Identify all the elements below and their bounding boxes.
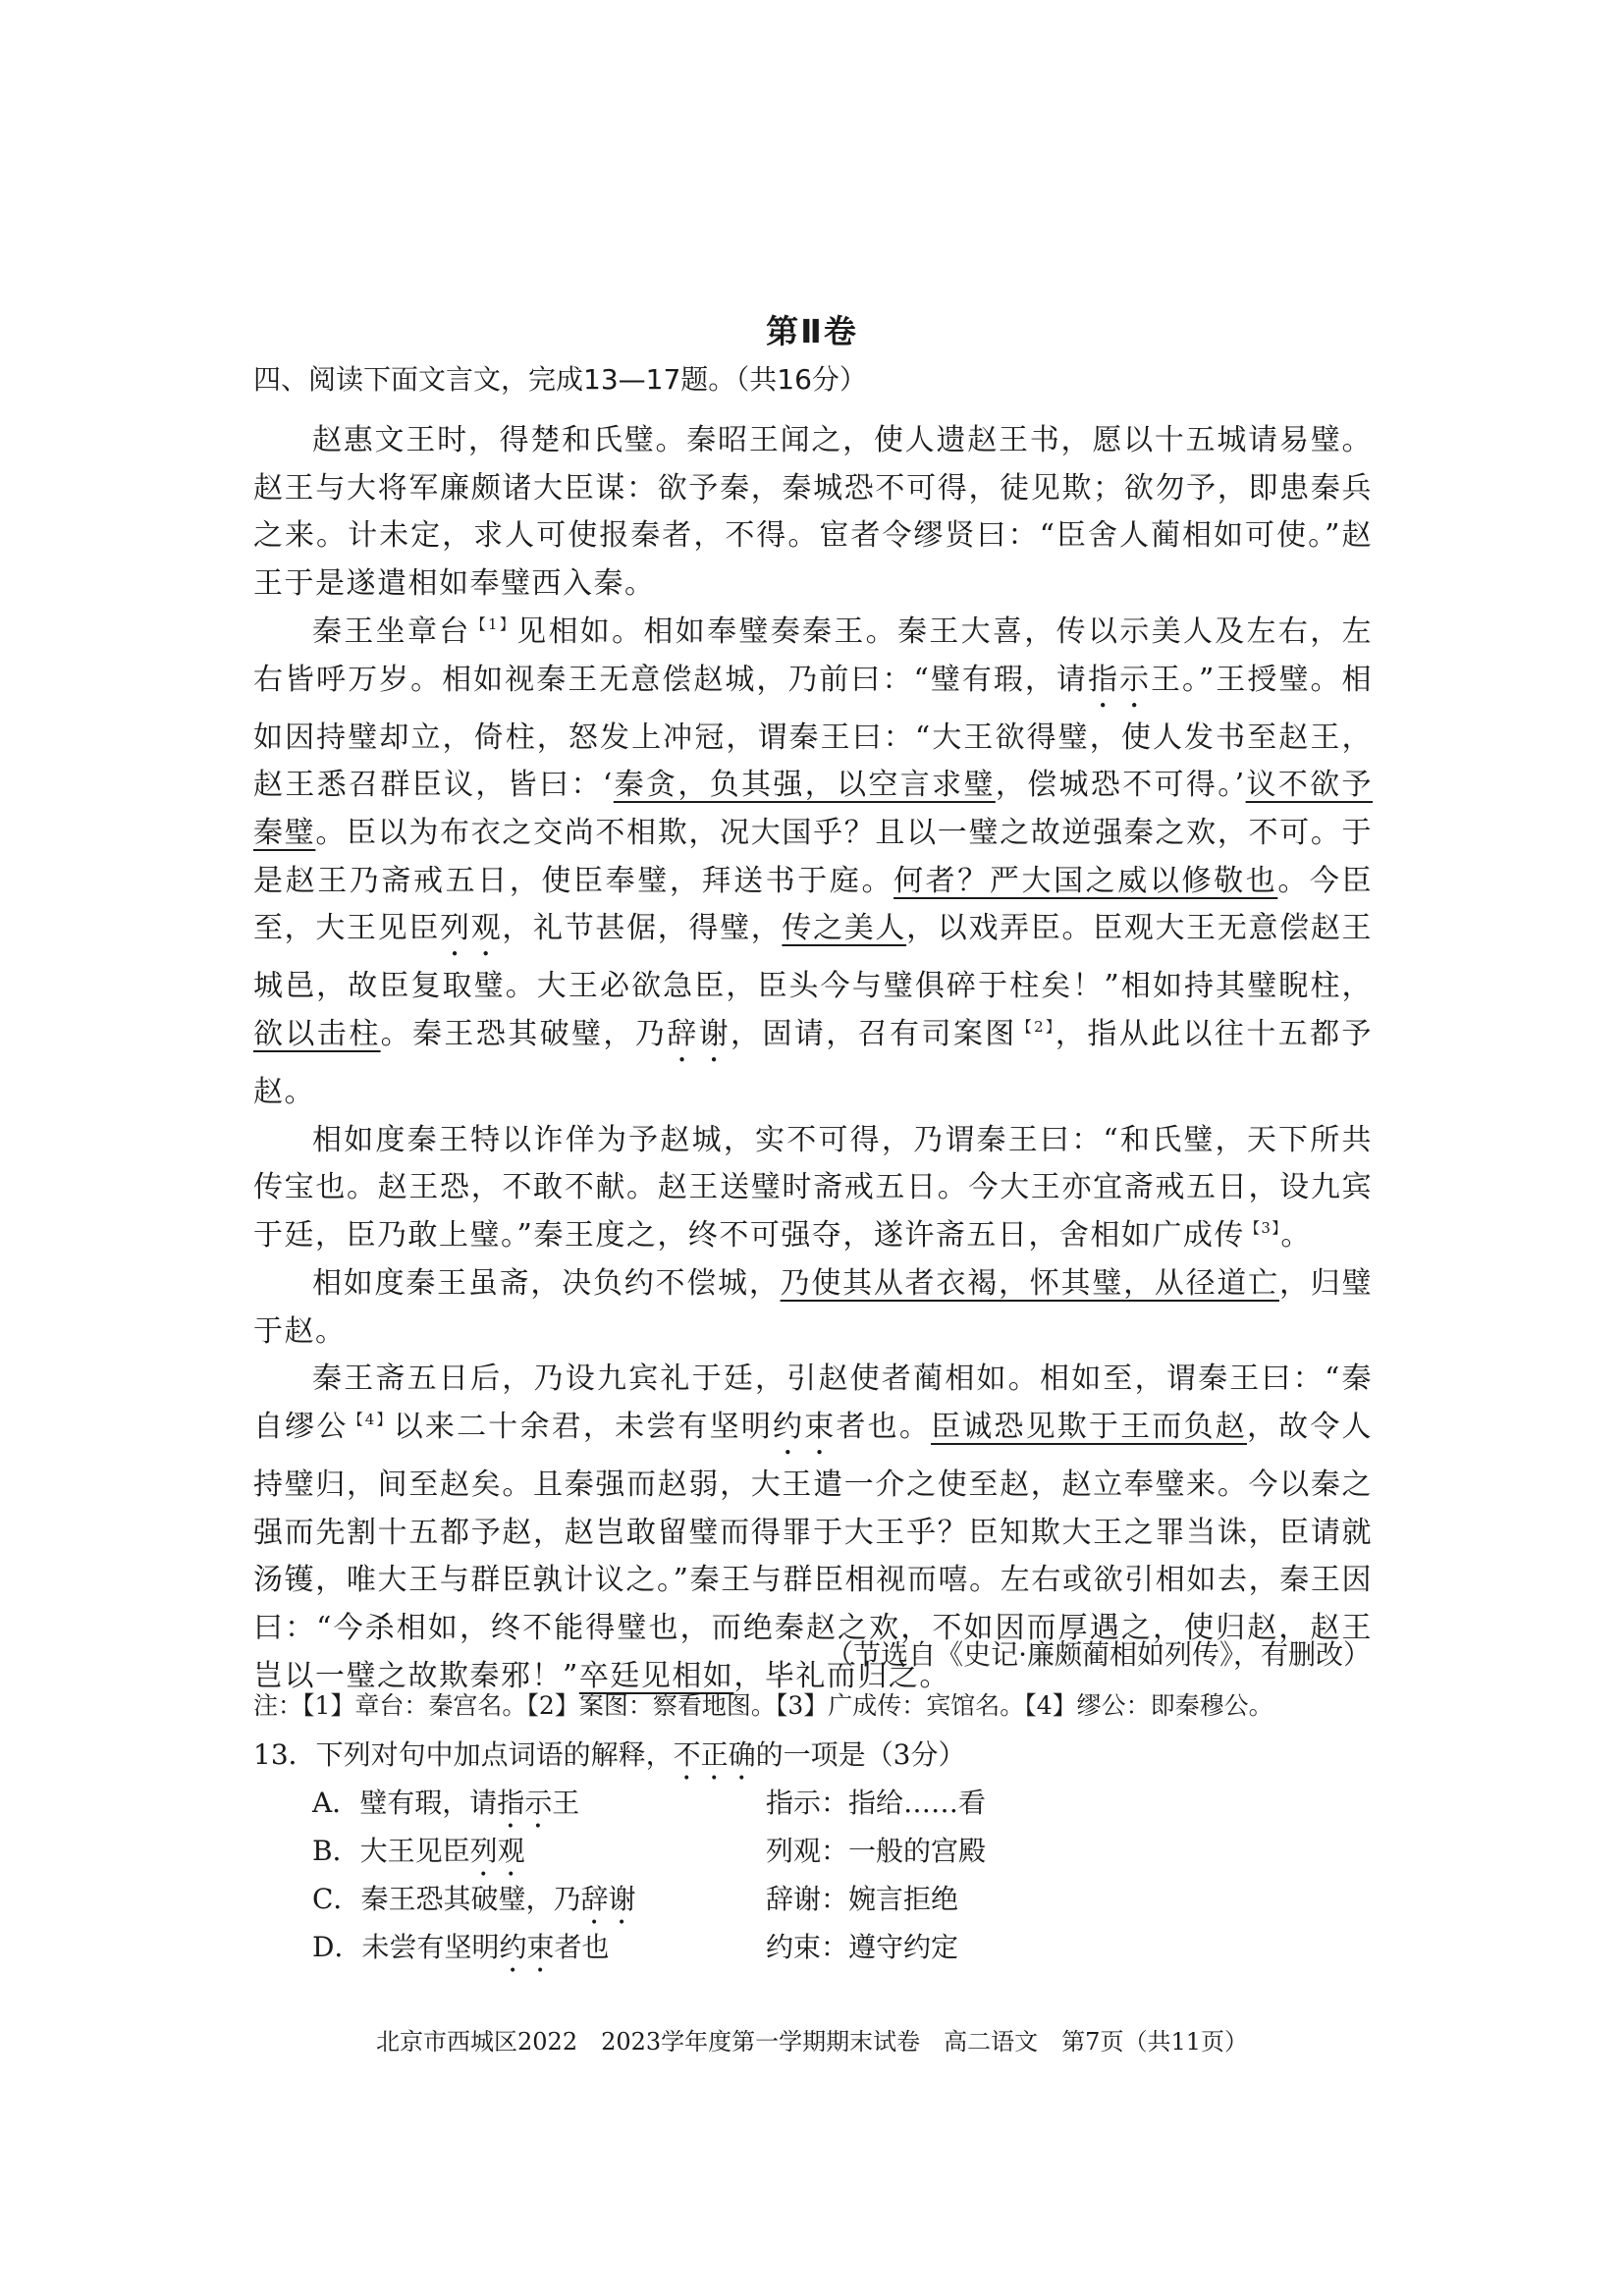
underlined-phrase: 何者？严大国之威以修敬也 — [893, 863, 1278, 898]
footnote-ref-2: 【2】 — [1016, 1018, 1056, 1037]
page-footer: 北京市西城区2022 2023学年度第一学期期末试卷 高二语文 第7页（共11页） — [376, 2028, 1248, 2056]
underlined-phrase: 秦贪，负其强，以空言求璧 — [613, 768, 996, 803]
option-gloss: 辞谢：婉言拒绝 — [766, 1883, 959, 1915]
dotted-word: 指示 — [497, 1787, 553, 1819]
option-b: B．大王见臣列观 列观：一般的宫殿 — [312, 1830, 1294, 1878]
option-gloss: 约束：遵守约定 — [766, 1931, 959, 1963]
footnote-ref-3: 【3】 — [1244, 1219, 1281, 1238]
dotted-word: 辞谢 — [667, 1017, 731, 1052]
emphasized-word: 不正确 — [673, 1738, 756, 1771]
source-citation: （节选自《史记·廉颇蔺相如列传》，有删改） — [826, 1638, 1371, 1671]
dotted-word: 列观 — [469, 1835, 525, 1867]
option-d: D．未尝有坚明约束者也 约束：遵守约定 — [312, 1926, 1294, 1974]
underlined-phrase: 传之美人 — [782, 911, 907, 946]
annotation-notes: 注：【1】章台：秦宫名。【2】案图：察看地图。【3】广成传：宾馆名。【4】缪公：即秦穆公。 — [253, 1691, 1273, 1720]
section-heading: 四、阅读下面文言文，完成13—17题。（共16分） — [253, 363, 867, 396]
underlined-phrase: 欲以击柱 — [253, 1017, 381, 1052]
dotted-word: 约束 — [773, 1409, 837, 1444]
underlined-phrase: 乃使其从者衣褐，怀其璧，从径道亡 — [780, 1265, 1279, 1301]
passage-paragraph-1: 赵惠文王时，得楚和氏璧。秦昭王闻之，使人遗赵王书，愿以十五城请易璧。赵王与大将军廉颇诸大臣谋：欲予秦，秦城恐不可得，徒见欺；欲勿予，即患秦兵之来。计未定，求人可使报秦者，不得。宦者令缪贤曰：“臣舍人蔺相如可使。”赵王于是遂遣相如奉璧西入秦。 — [253, 423, 1373, 602]
footnote-ref-4: 【4】 — [348, 1410, 394, 1428]
dotted-word: 指示 — [1087, 662, 1151, 697]
option-gloss: 列观：一般的宫殿 — [766, 1835, 987, 1867]
option-letter: C． — [312, 1883, 361, 1915]
option-letter: B． — [312, 1835, 360, 1867]
dotted-word: 约束 — [499, 1931, 555, 1963]
volume-title: 第Ⅱ卷 — [766, 312, 858, 350]
passage-paragraph-4: 相如度秦王虽斋，决负约不偿城，乃使其从者衣褐，怀其璧，从径道亡，归璧于赵。 — [253, 1265, 1374, 1349]
option-a: A．璧有瑕，请指示王 指示：指给……看 — [312, 1782, 1294, 1830]
underlined-phrase: 议不欲予秦璧 — [253, 768, 1373, 850]
classical-chinese-passage — [253, 417, 1373, 1700]
option-letter: D． — [312, 1931, 362, 1963]
option-c: C．秦王恐其破璧，乃辞谢 辞谢：婉言拒绝 — [312, 1878, 1294, 1926]
option-letter: A． — [312, 1787, 360, 1819]
dotted-word: 列观 — [440, 911, 503, 946]
underlined-phrase: 臣诚恐见欺于王而负赵 — [931, 1409, 1247, 1444]
question-13-stem: 13．下列对句中加点词语的解释，不正确的一项是（3分） — [253, 1738, 966, 1771]
passage-paragraph-5: 秦王斋五日后，乃设九宾礼于廷，引赵使者蔺相如。相如至，谓秦王曰：“秦自缪公$^{【4】}$以来二十余君，未尝有坚明约束者也。臣诚恐见欺于王而负赵，故令人持璧归，间至赵矣。且秦强而赵弱，大王遣一介之使至赵，赵立奉璧来。今以秦之强而先割十五都予赵，赵岂敢留璧而得罪于大王乎？臣知欺大王之罪当诛，臣请就汤镬，唯大王与群臣孰计议之。”秦王与群臣相视而嘻。左右或欲引相如去，秦王因曰：“今杀相如，终不能得璧也，而绝秦赵之欢，不如因而厚遇之，使归赵，赵王岂以一璧之故欺秦邪！”卒廷见相如，毕礼而归之。 — [253, 1362, 1374, 1693]
answer-options — [312, 1782, 1294, 1974]
passage-paragraph-3: 相如度秦王特以诈佯为予赵城，实不可得，乃谓秦王曰：“和氏璧，天下所共传宝也。赵王恐，不敢不献。赵王送璧时斋戒五日。今大王亦宜斋戒五日，设九宾于廷，臣乃敢上璧。”秦王度之，终不可强夺，遂许斋五日，舍相如广成传$^{【3】}$。 — [253, 1122, 1373, 1254]
underlined-phrase: 卒廷见相如 — [578, 1658, 734, 1693]
option-gloss: 指示：指给……看 — [766, 1787, 987, 1819]
passage-paragraph-2: 秦王坐章台$^{【1】}$见相如。相如奉璧奏秦王。秦王大喜，传以示美人及左右，左右皆呼万岁。相如视秦王无意偿赵城，乃前曰：“璧有瑕，请指示王。”王授璧。相如因持璧却立，倚柱，怒发上冲冠，谓秦王曰：“大王欲得璧，使人发书至赵王，赵王悉召群臣议，皆曰：‘秦贪，负其强，以空言求璧，偿城恐不可得。’议不欲予秦璧。臣以为布衣之交尚不相欺，况大国乎？且以一璧之故逆强秦之欢，不可。于是赵王乃斋戒五日，使臣奉璧，拜送书于庭。何者？严大国之威以修敬也。今臣至，大王见臣列观，礼节甚倨，得璧，传之美人，以戏弄臣。臣观大王无意偿赵王城邑，故臣复取璧。大王必欲急臣，臣头今与璧俱碎于柱矣！”相如持其璧睨柱，欲以击柱。秦王恐其破璧，乃辞谢，固请，召有司案图$^{【2】}$，指从此以往十五都予赵。 — [253, 614, 1374, 1110]
footnote-ref-1: 【1】 — [470, 614, 517, 633]
dotted-word: 辞谢 — [580, 1883, 636, 1915]
